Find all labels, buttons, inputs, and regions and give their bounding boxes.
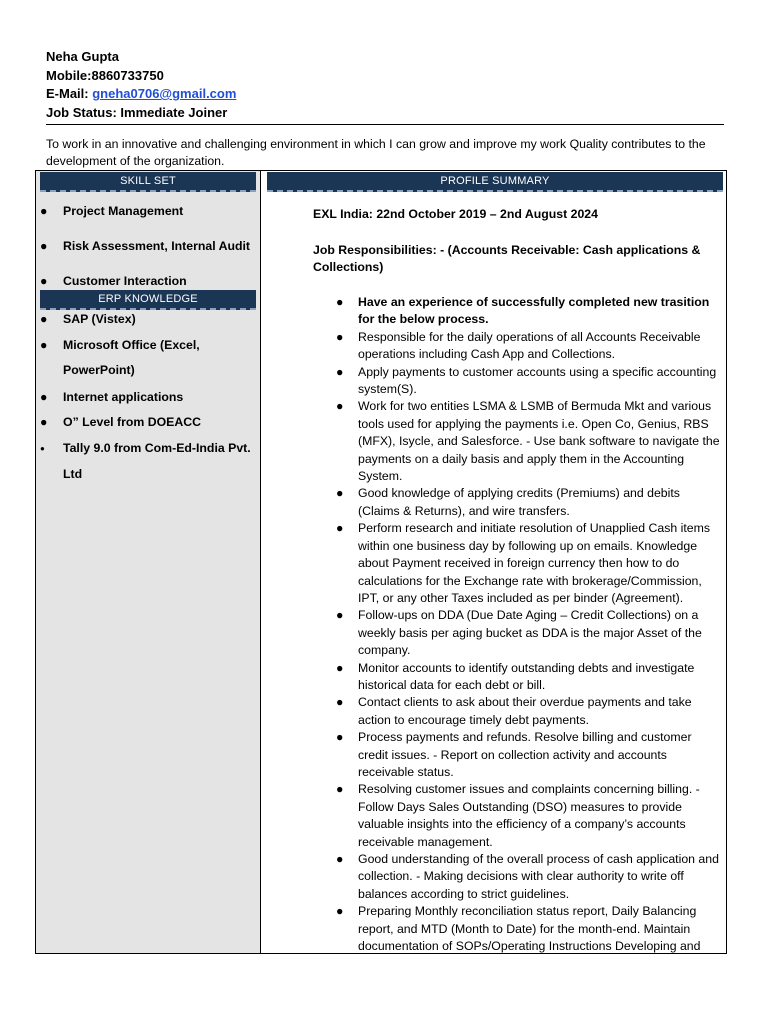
bullet-icon: ● (336, 904, 344, 919)
bullet-icon: ● (336, 364, 344, 379)
email-line (46, 85, 236, 104)
bullet-icon: ● (336, 782, 344, 797)
candidate-name: Neha Gupta (46, 49, 119, 64)
list-item: ● Work for two entities LSMA & LSMB of Bermuda Mkt and various tools used for applying the payments i.e. Open Co, Genius, RBS (MFX), Isycle, and Salesforce. - Use bank software to navigate the payments on a daily basis and apply them in the Accounting System. (336, 399, 720, 484)
employment-entry: EXL India: 22nd October 2019 – 2nd August 2024 (313, 207, 598, 221)
job-responsibilities-heading: Job Responsibilities: - (Accounts Receivable: Cash applications & Collections) (313, 243, 701, 274)
list-item: ● Good understanding of the overall process of cash application and collection. - Making decisions with clear authority to write off balances according to strict guidelines. (336, 852, 719, 901)
profile-summary-heading: PROFILE SUMMARY (267, 172, 723, 192)
list-item: ● Contact clients to ask about their overdue payments and take action to encourage timely debt payments. (336, 695, 692, 727)
list-item: ● Perform research and initiate resolution of Unapplied Cash items within one business day by following up on emails. Knowledge about Payment received in foreign currency then how to do calculations for the Exchange rate with brokerage/Commission, IPT, or any other Taxes included as per binder (Agreement). (336, 521, 711, 605)
list-item: ● Process payments and refunds. Resolve billing and customer credit issues. - Report on collection activity and accounts receivable status. (336, 730, 692, 779)
bullet-icon: ● (40, 312, 48, 326)
list-item: ● Resolving customer issues and complaints concerning billing. - Follow Days Sales Outstanding (DSO) measures to provide valuable insights into the efficiency of a company’s accounts receivable management. (336, 782, 700, 849)
bullet-icon: ● (336, 608, 344, 623)
bullet-icon: ● (336, 695, 344, 710)
bullet-icon: ● (336, 521, 344, 536)
mobile-number: Mobile:8860733750 (46, 67, 164, 83)
bullet-icon: ● (40, 239, 48, 253)
list-item: ● Responsible for the daily operations of all Accounts Receivable operations including Cash App and Collections. (336, 329, 701, 362)
list-item: ● Have an experience of successfully completed new trasition for the below process. (336, 295, 710, 327)
responsibilities-list (336, 294, 724, 955)
list-item: ● Monitor accounts to identify outstanding debts and investigate historical data for each debt or bill. (336, 660, 695, 692)
bullet-icon: ● (336, 329, 344, 344)
bullet-icon: ● (336, 660, 344, 675)
email-label: E-Mail: (46, 86, 93, 101)
bullet-icon: ● (40, 390, 48, 404)
skill-set-heading: SKILL SET (40, 172, 256, 192)
objective-statement: To work in an innovative and challenging environment in which I can grow and improve my work Quality contributes to the development of the organization. (46, 137, 706, 168)
bullet-icon: ● (336, 730, 344, 745)
bullet-icon: ● (40, 415, 48, 429)
resume-header (46, 48, 236, 122)
list-item: ● Preparing Monthly reconciliation status report, Daily Balancing report, and MTD (Month to Date) for the month-end. Maintain documentation of SOPs/Operating Instructions Developing and (336, 904, 701, 954)
email-link[interactable]: gneha0706@gmail.com (92, 86, 237, 101)
bullet-icon: ● (40, 204, 48, 218)
header-divider (46, 124, 724, 125)
job-status: Job Status: Immediate Joiner (46, 104, 228, 120)
bullet-icon: ● (336, 399, 344, 414)
list-item: ● Follow-ups on DDA (Due Date Aging – Credit Collections) on a weekly basis per aging bucket as DDA is the major Asset of the company. (336, 608, 702, 658)
bullet-icon: ● (40, 274, 48, 288)
bullet-icon: ● (40, 338, 48, 352)
bullet-icon: ● (336, 486, 344, 501)
bullet-icon: ● (40, 444, 45, 453)
bullet-icon: ● (336, 295, 344, 309)
list-item: ● Apply payments to customer accounts using a specific accounting system(S). (336, 364, 717, 397)
list-item: ● Good knowledge of applying credits (Premiums) and debits (Claims & Returns), and wire transfers. (336, 486, 680, 518)
erp-knowledge-heading: ERP KNOWLEDGE (40, 290, 256, 310)
bullet-icon: ● (336, 852, 344, 866)
